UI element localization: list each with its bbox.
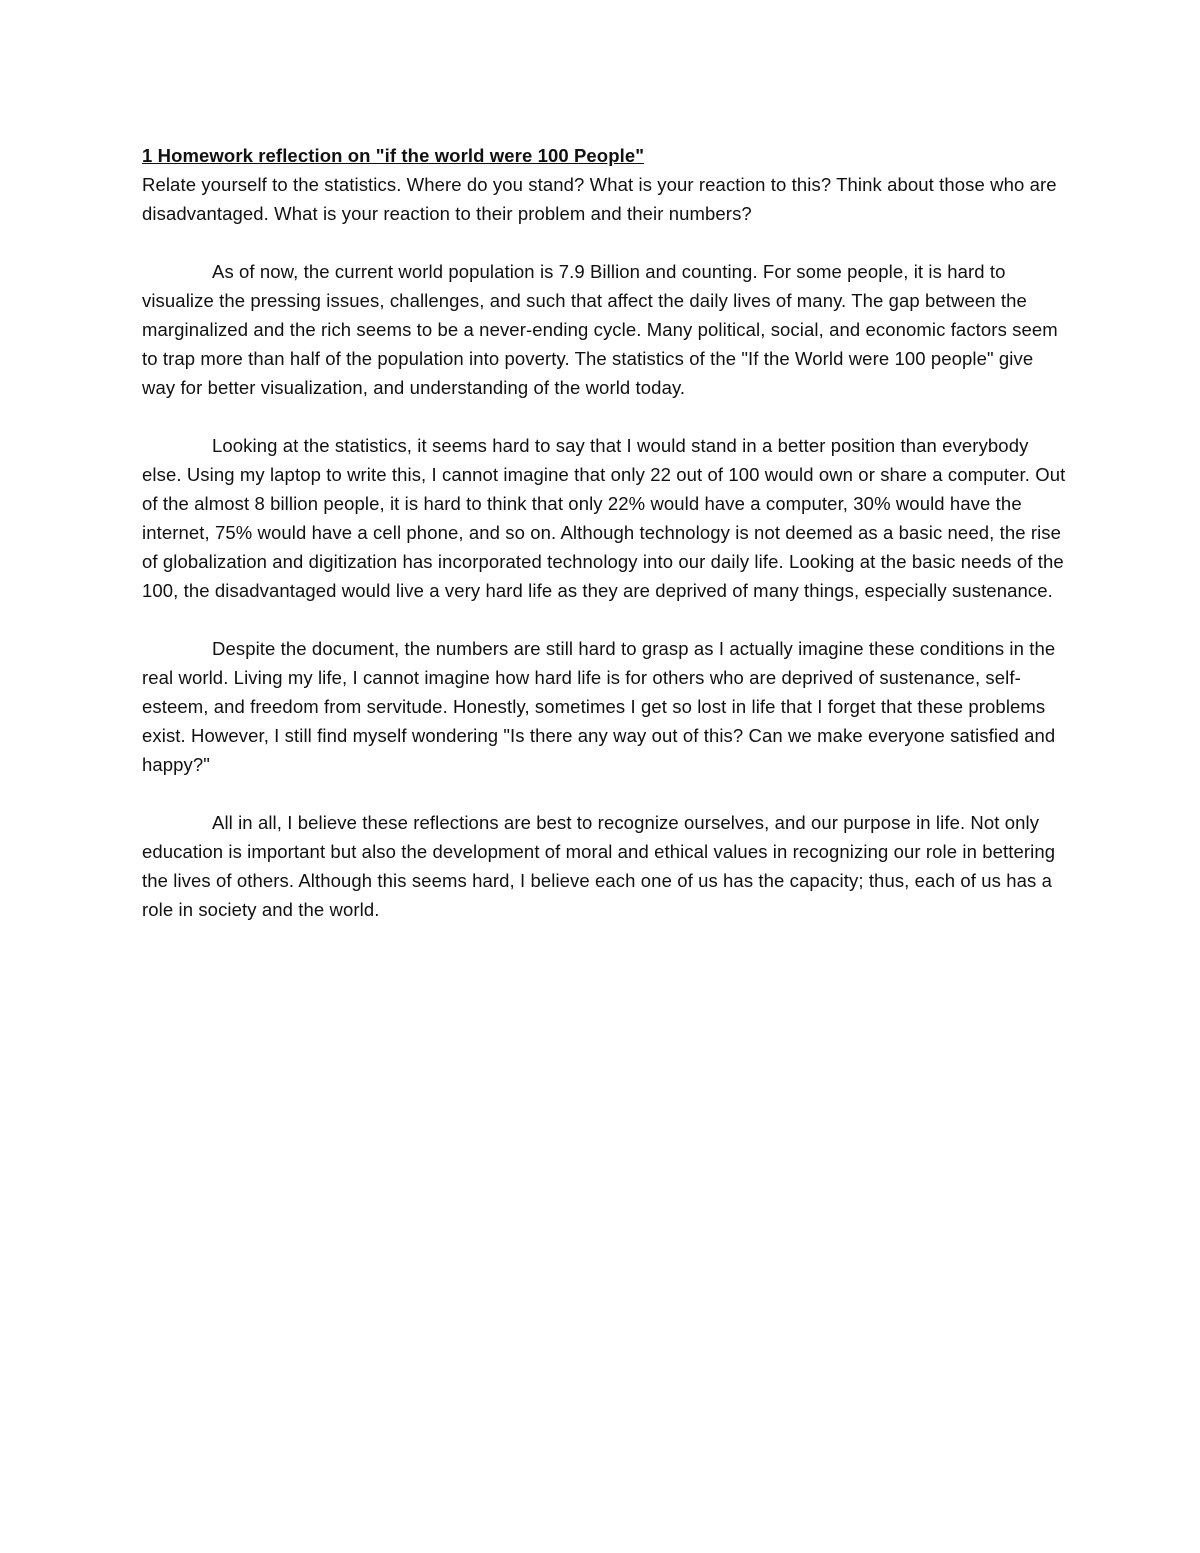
body-paragraph-1: As of now, the current world population is 7.9 Billion and counting. For some people, it is hard to visualize the pressing issues, challenges, and such that affect the daily lives of many. The gap between the marginalized and the rich seems to be a never-ending cycle. Many political, social, and economic factors seem to trap more than half of the population into poverty. The statistics of the "If the World were 100 people" give way for better visualization, and understanding of the world today. — [142, 261, 1058, 398]
document-body — [142, 141, 1067, 953]
assignment-prompt: Relate yourself to the statistics. Where do you stand? What is your reaction to this? Think about those who are disadvantaged. What is your reaction to their problem and their numbers? — [142, 174, 1057, 224]
body-paragraph-3: Despite the document, the numbers are still hard to grasp as I actually imagine these conditions in the real world. Living my life, I cannot imagine how hard life is for others who are deprived of sustenance, self-esteem, and freedom from servitude. Honestly, sometimes I get so lost in life that I forget that these problems exist. However, I still find myself wondering "Is there any way out of this? Can we make everyone satisfied and happy?" — [142, 638, 1056, 775]
body-paragraph-2: Looking at the statistics, it seems hard to say that I would stand in a better position than everybody else. Using my laptop to write this, I cannot imagine that only 22 out of 100 would own or share a computer. Out of the almost 8 billion people, it is hard to think that only 22% would have a computer, 30% would have the internet, 75% would have a cell phone, and so on. Although technology is not deemed as a basic need, the rise of globalization and digitization has incorporated technology into our daily life. Looking at the basic needs of the 100, the disadvantaged would live a very hard life as they are deprived of many things, especially sustenance. — [142, 435, 1066, 601]
body-paragraph-4: All in all, I believe these reflections are best to recognize ourselves, and our purpose in life. Not only education is important but also the development of moral and ethical values in recognizing our role in bettering the lives of others. Although this seems hard, I believe each one of us has the capacity; thus, each of us has a role in society and the world. — [142, 812, 1056, 920]
document-title: 1 Homework reflection on "if the world were 100 People" — [142, 145, 645, 166]
